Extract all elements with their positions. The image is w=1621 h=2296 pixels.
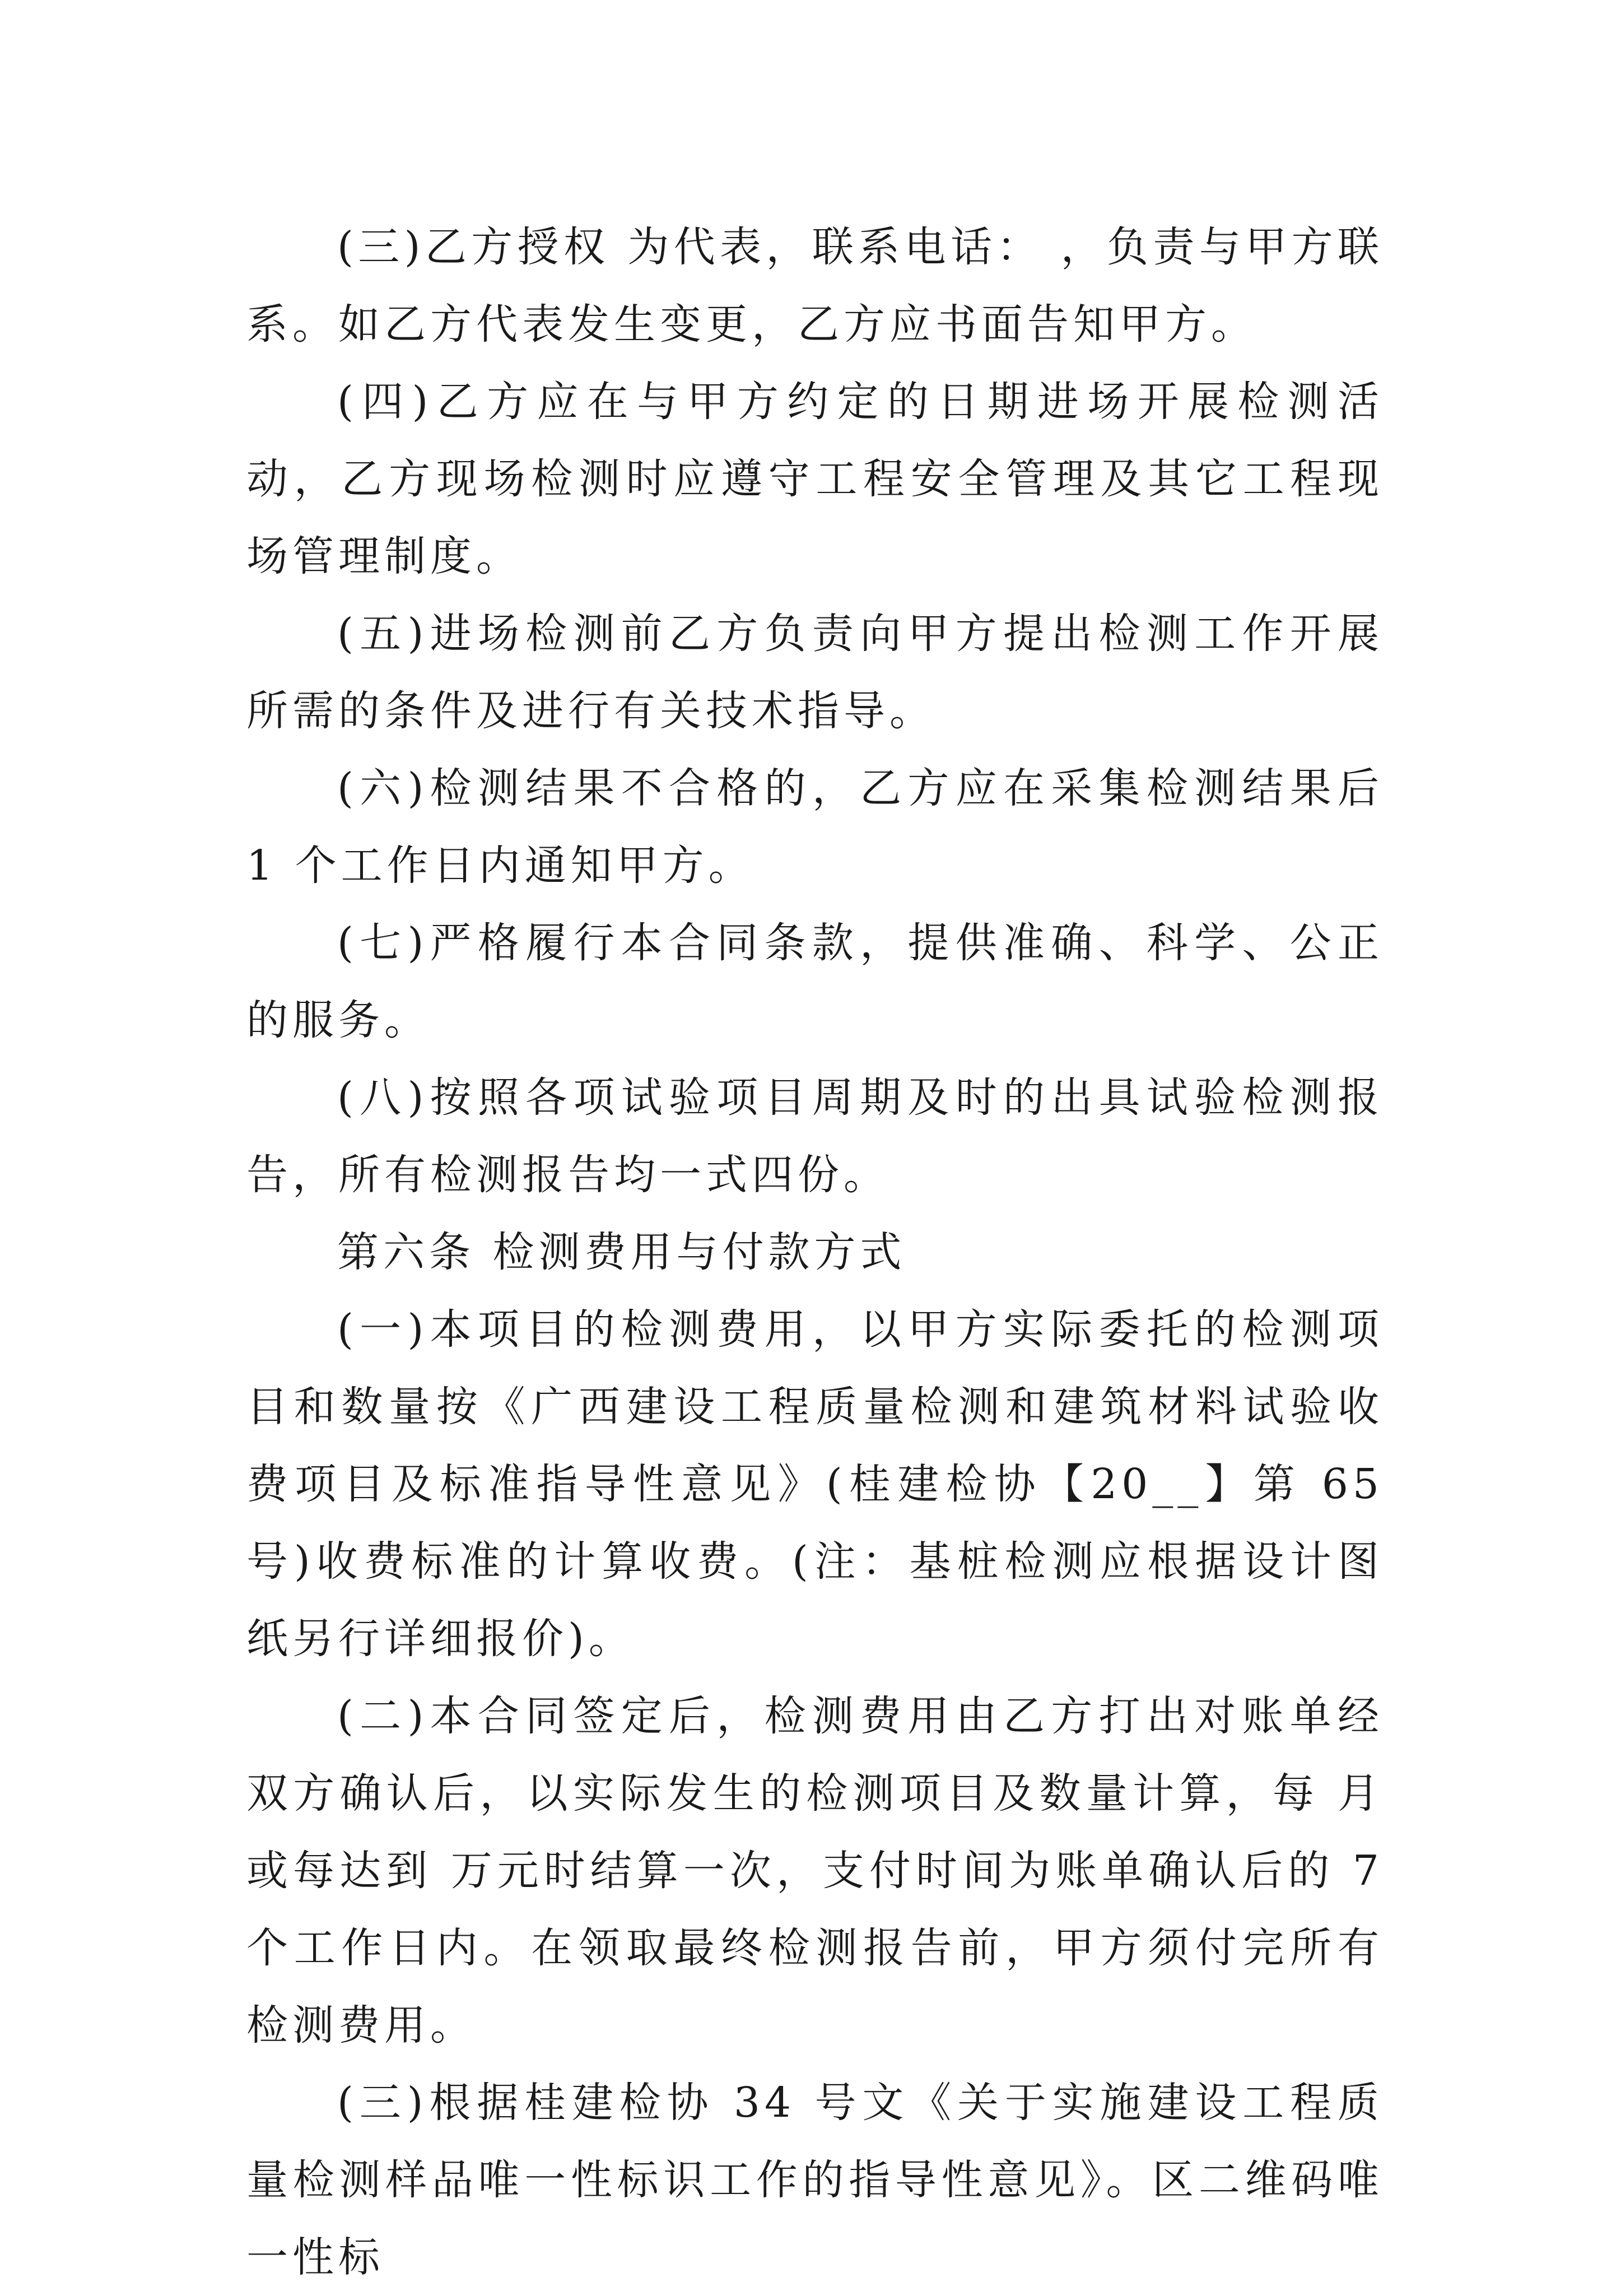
clause-4-site-entry: (四)乙方应在与甲方约定的日期进场开展检测活动，乙方现场检测时应遵守工程安全管理及其它工程现场管理制度。 <box>246 378 1384 580</box>
clause-7-service: (七)严格履行本合同条款，提供准确、科学、公正的服务。 <box>246 919 1384 1044</box>
clause-6-nonconformity: (六)检测结果不合格的，乙方应在采集检测结果后 1 个工作日内通知甲方。 <box>246 764 1384 890</box>
fee-clause-3: (三)根据桂建检协 34 号文《关于实施建设工程质量检测样品唯一性标识工作的指导性意见》。区二维码唯一性标 <box>246 2079 1384 2281</box>
fee-clause-1: (一)本项目的检测费用，以甲方实际委托的检测项目和数量按《广西建设工程质量检测和建筑材料试验收费项目及标准指导性意见》(桂建检协【20__】第 65 号)收费标准的计算收费。(注：基桩检测应根据设计图纸另行详细报价)。 <box>246 1305 1384 1663</box>
fee-clause-2: (二)本合同签定后，检测费用由乙方打出对账单经双方确认后，以实际发生的检测项目及数量计算，每 月或每达到 万元时结算一次，支付时间为账单确认后的 7 个工作日内。在领取最终检测报告前，甲方须付完所有检测费用。 <box>246 1692 1384 2049</box>
clause-8-reports: (八)按照各项试验项目周期及时的出具试验检测报告，所有检测报告均一式四份。 <box>246 1073 1384 1199</box>
section-heading: 第六条 检测费用与付款方式 <box>337 1228 906 1276</box>
clause-3-representative: (三)乙方授权 为代表，联系电话： ，负责与甲方联系。如乙方代表发生变更，乙方应书面告知甲方。 <box>246 223 1384 348</box>
clause-5-preparation: (五)进场检测前乙方负责向甲方提出检测工作开展所需的条件及进行有关技术指导。 <box>246 610 1384 735</box>
document-body <box>246 208 1384 2296</box>
